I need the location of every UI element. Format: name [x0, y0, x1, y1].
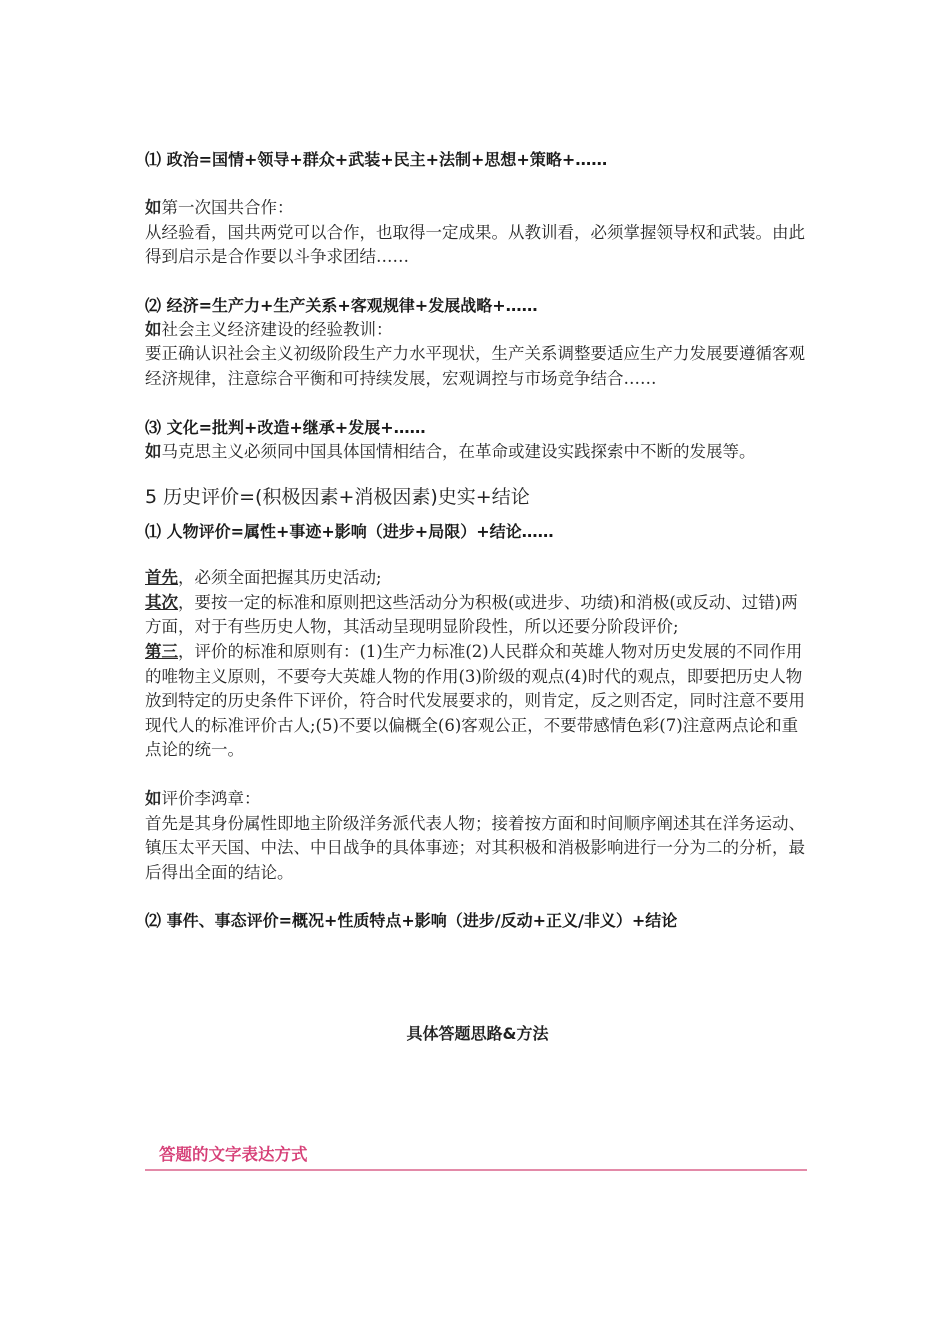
- heading-politics: ⑴ 政治=国情+领导+群众+武装+民主+法制+思想+策略+……: [145, 150, 608, 169]
- step-second-lead: 其次: [145, 592, 178, 612]
- example-lead: 如: [145, 198, 162, 217]
- pink-heading-text: 答题的文字表达方式: [159, 1145, 308, 1164]
- example-title-text: 社会主义经济建设的经验教训：: [161, 319, 393, 339]
- example-body: 要正确认识社会主义初级阶段生产力水平现状，生产关系调整要适应生产力发展要遵循客观经济规律，注意综合平衡和可持续发展，宏观调控与市场竞争结合……: [145, 344, 805, 388]
- heading-culture: ⑶ 文化=批判+改造+继承+发展+……: [145, 417, 426, 437]
- example-body: 从经验看，国共两党可以合作，也取得一定成果。从教训看，必须掌握领导权和武装。由此得到启示是合作要以斗争求团结……: [145, 222, 805, 267]
- example-title: [145, 787, 810, 812]
- example-body-text: 马克思主义必须同中国具体国情相结合，在革命或建设实践探索中不断的发展等。: [161, 441, 756, 461]
- step-second: [145, 591, 810, 640]
- step-first: [145, 566, 810, 591]
- heading-economy: ⑵ 经济=生产力+生产关系+客观规律+发展战略+……: [145, 295, 538, 315]
- section-5-title: 5 历史评价=(积极因素+消极因素)史实+结论: [145, 486, 530, 509]
- step-third-lead: 第三: [145, 641, 178, 661]
- document-body: [145, 148, 810, 1060]
- example-title-text: 评价李鸿章：: [161, 788, 261, 808]
- example-title: [145, 196, 810, 221]
- example-title: [145, 318, 810, 343]
- example-lead: 如: [145, 319, 162, 339]
- pink-section-heading: [145, 1143, 807, 1171]
- section-title: 具体答题思路&方法: [406, 1024, 549, 1044]
- example-body: 首先是其身份属性即地主阶级洋务派代表人物；接着按方面和时间顺序阐述其在洋务运动、镇压太平天国、中法、中日战争的具体事迹；对其积极和消极影响进行一分为二的分析，最后得出全面的结论。: [145, 813, 805, 882]
- step-second-text: ，要按一定的标准和原则把这些活动分为积极(或进步、功绩)和消极(或反动、过错)两方面，对于有些历史人物，其活动呈现明显阶段性，所以还要分阶段评价;: [145, 592, 798, 637]
- step-first-text: ，必须全面把握其历史活动;: [178, 568, 382, 588]
- example-body: [145, 440, 810, 465]
- example-lead: 如: [145, 788, 162, 808]
- example-title-text: 第一次国共合作：: [161, 198, 294, 217]
- pink-rule: [145, 1169, 807, 1171]
- heading-event-evaluation: ⑵ 事件、事态评价=概况+性质特点+影响（进步/反动+正义/非义）+结论: [145, 911, 678, 931]
- heading-person-evaluation: ⑴ 人物评价=属性+事迹+影响（进步+局限）+结论……: [145, 522, 554, 542]
- example-lead: 如: [145, 441, 162, 461]
- step-first-lead: 首先: [145, 568, 178, 588]
- step-third: [145, 640, 810, 763]
- step-third-text: ，评价的标准和原则有：(1)生产力标准(2)人民群众和英雄人物对历史发展的不同作用的唯物主义原则，不要夸大英雄人物的作用(3)阶级的观点(4)时代的观点，即要把历史人物放到特定的历史条件下评价，符合时代发展要求的，则肯定，反之则否定，同时注意不要用现代人的标准评价古人;(5)不要以偏概全(6)客观公正，不要带感情色彩(7)注意两点论和重点论的统一。: [145, 641, 805, 760]
